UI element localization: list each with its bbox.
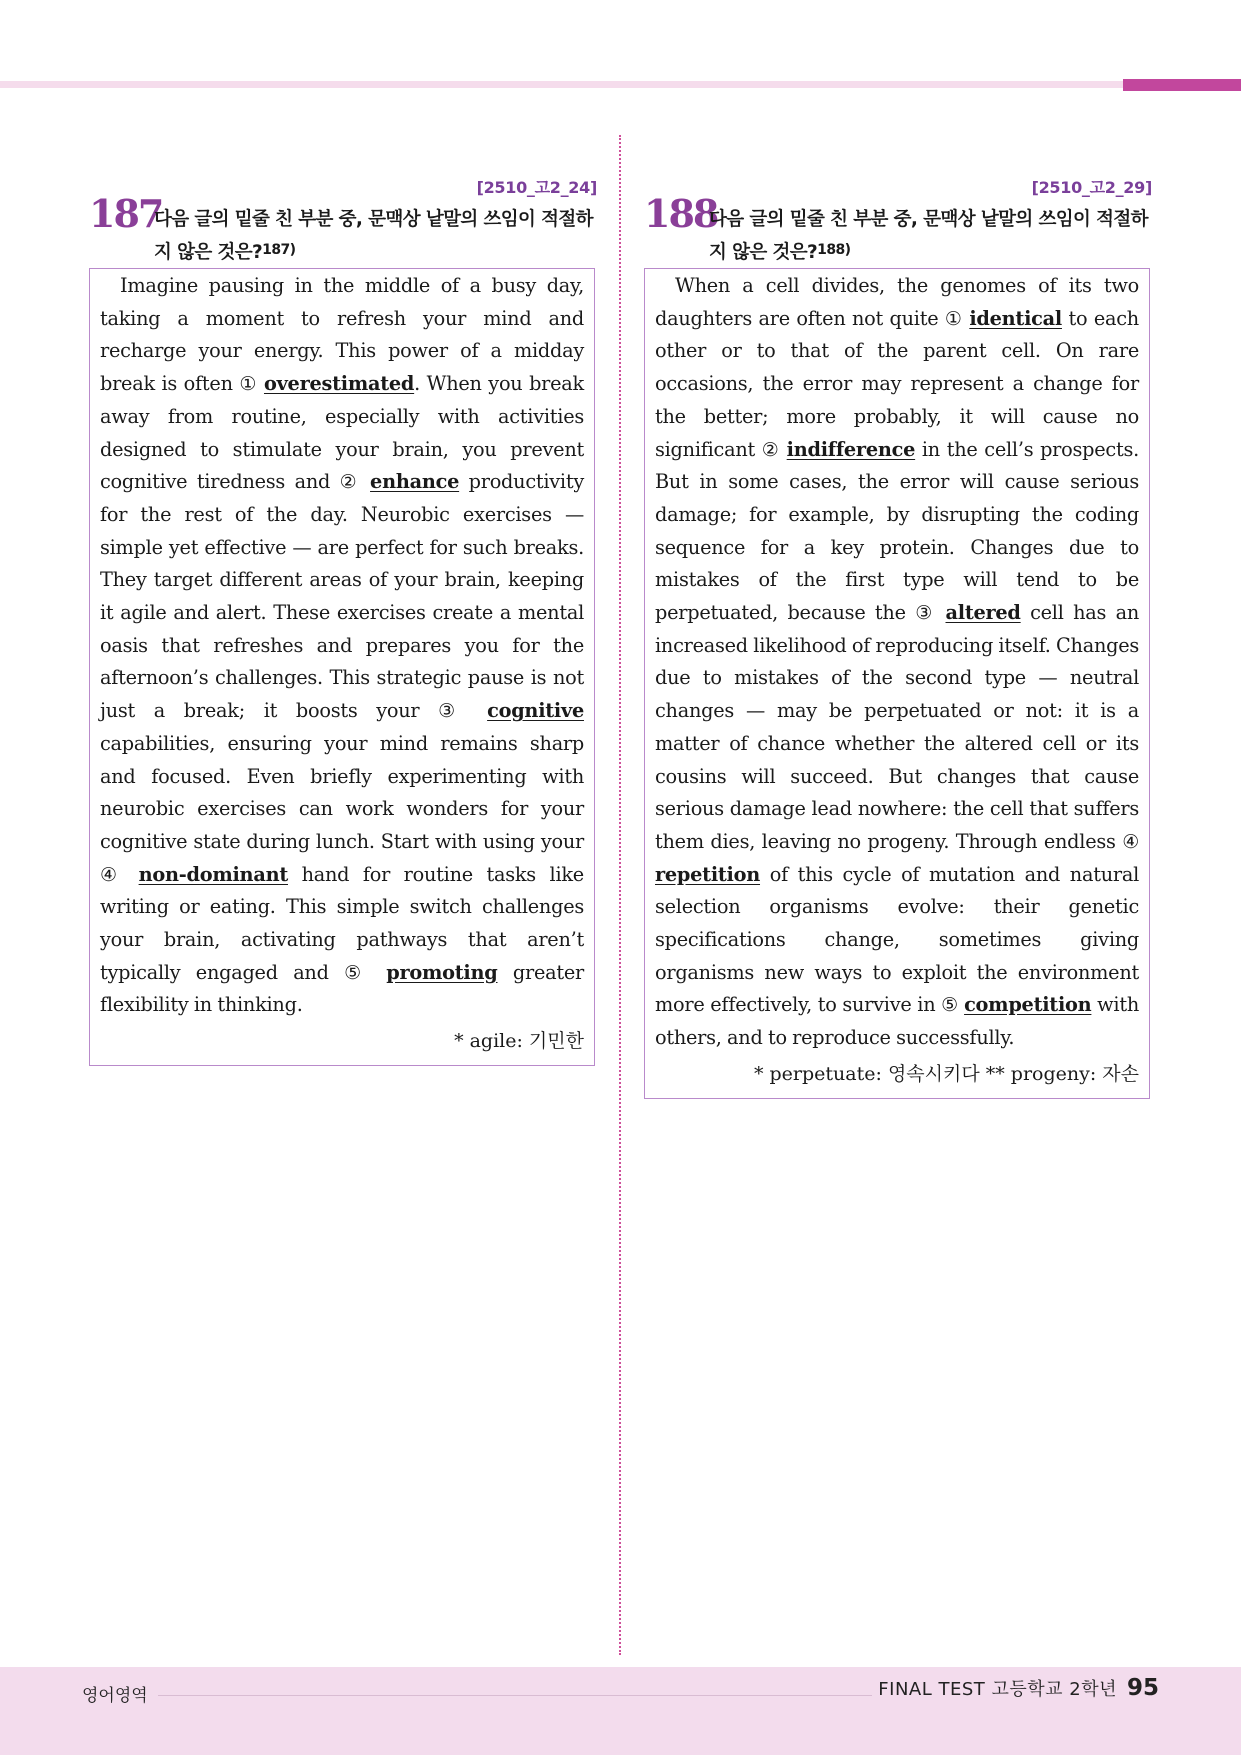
passage-box	[644, 268, 1150, 1099]
passage-segment	[936, 601, 945, 624]
option-number: ④	[100, 863, 125, 886]
passage-segment: in the cell’s prospects. But in some cases, the error will cause serious damage; for example, by disrupting the coding sequence for a key protein. Changes due to mistakes of the first type will tend to be perpetuated, because the	[655, 437, 1139, 625]
passage-text	[655, 270, 1139, 1055]
passage-segment	[780, 438, 787, 461]
option-word: repetition	[655, 862, 761, 886]
option-word: enhance	[370, 470, 460, 494]
footer-subject: 영어영역	[82, 1686, 148, 1706]
passage-segment: with others, and to reproduce successfully.	[655, 993, 1139, 1050]
question-number: 188	[644, 191, 718, 236]
option-number: ①	[944, 307, 963, 330]
question-source: [2510_고2_24]	[476, 178, 597, 197]
question-source: [2510_고2_29]	[1031, 178, 1152, 197]
passage-segment	[468, 699, 487, 722]
prompt-text: 다음 글의 밑줄 친 부분 중, 문맥상 낱말의 쓰임이 적절하지 않은 것은?	[154, 209, 593, 263]
footer-rule	[158, 1695, 872, 1696]
option-number: ③	[915, 602, 937, 625]
passage-segment: . When you break away from routine, especially with activities designed to stimulate your brain, you prevent cognitive tiredness and	[100, 372, 584, 494]
glossary-note: * perpetuate: 영속시키다 ** progeny: 자손	[753, 1062, 1139, 1085]
passage-segment: productivity for the rest of the day. Neurobic exercises — simple yet effective — are perfect for such breaks. They target different areas of your brain, keeping it agile and alert. These exercises create a mental oasis that refreshes and prepares you for the afternoon’s challenges. This strategic pause is not just a break; it boosts your	[100, 470, 584, 723]
option-word: identical	[969, 306, 1062, 330]
option-word: promoting	[386, 960, 498, 984]
option-word: indifference	[786, 437, 916, 461]
glossary-note: * agile: 기민한	[454, 1030, 584, 1053]
passage-segment	[257, 372, 264, 395]
option-number: ②	[761, 438, 780, 461]
option-word: altered	[945, 601, 1021, 625]
passage-segment: to each other or to that of the parent cell. On rare occasions, the error may represent a change for the better; more probably, it will cause no significant	[655, 306, 1139, 461]
passage-segment	[125, 863, 139, 886]
passage-box	[89, 268, 595, 1066]
top-rule	[0, 81, 1241, 88]
option-number: ⑤	[941, 994, 959, 1017]
option-number: ①	[239, 373, 258, 396]
passage-segment: cell has an increased likelihood of reproducing itself. Changes due to mistakes of the second type — neutral changes — may be perpetuated or not: it is a matter of chance whether the altered cell or its cousins will succeed. But changes that cause serious damage lead nowhere: the cell that suffers them dies, leaving no progeny. Through endless	[655, 601, 1140, 853]
passage-text	[100, 270, 584, 1022]
passage-segment: greater flexibility in thinking.	[100, 960, 584, 1017]
passage-segment: capabilities, ensuring your mind remains sharp and focused. Even briefly experimenting with neurobic exercises can work wonders for your cognitive state during lunch. Start with using your	[100, 731, 584, 853]
page-number: 95	[1126, 1675, 1159, 1701]
passage-segment	[361, 470, 371, 493]
footnote-ref: 187)	[262, 242, 296, 258]
prompt-text: 다음 글의 밑줄 친 부분 중, 문맥상 낱말의 쓰임이 적절하지 않은 것은?	[709, 209, 1148, 263]
column-divider	[619, 135, 621, 1655]
option-word: cognitive	[487, 699, 584, 723]
passage-segment	[371, 961, 386, 984]
passage-segment: hand for routine tasks like writing or eating. This simple switch challenges your brain, activating pathways that aren’t typically engaged and	[100, 862, 584, 984]
question-number: 187	[89, 191, 163, 236]
question-prompt	[154, 205, 597, 268]
passage-segment: Imagine pausing in the middle of a busy day, taking a moment to refresh your mind and recharge your energy. This power of a midday break is often	[100, 274, 584, 396]
option-word: non-dominant	[138, 862, 288, 886]
question-prompt	[709, 205, 1152, 268]
option-number: ③	[438, 700, 469, 723]
top-accent-bar	[1123, 79, 1241, 91]
passage-segment: of this cycle of mutation and natural selection organisms evolve: their genetic specifications change, sometimes giving organisms new ways to exploit the environment more effectively, to survive in	[655, 862, 1139, 1017]
passage-segment: When a cell divides, the genomes of its two daughters are often not quite	[655, 274, 1139, 330]
option-number: ⑤	[344, 961, 371, 984]
option-word: competition	[964, 993, 1092, 1017]
footnote-ref: 188)	[817, 242, 851, 258]
option-word: overestimated	[263, 372, 415, 396]
footer-title: FINAL TEST 고등학교 2학년	[878, 1679, 1117, 1700]
footer-info	[878, 1675, 1159, 1701]
option-number: ④	[1122, 830, 1139, 853]
option-number: ②	[339, 471, 361, 494]
